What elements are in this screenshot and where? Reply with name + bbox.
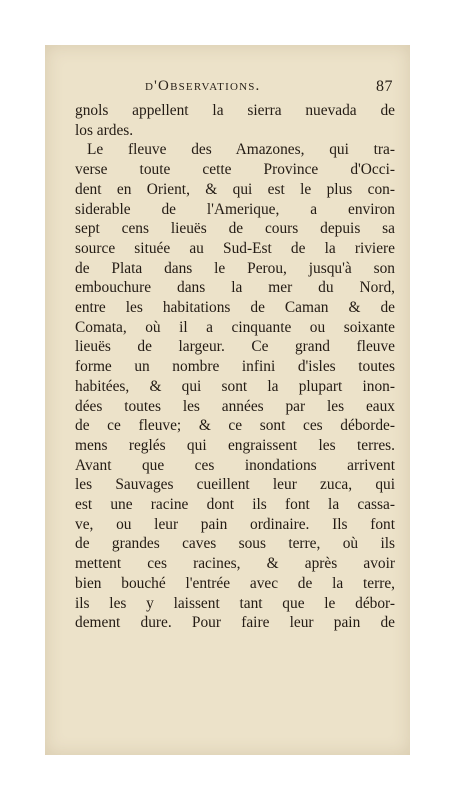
running-title: d'Observations. (145, 78, 261, 94)
text-line: dement dure. Pour faire leur pain de (75, 614, 395, 632)
text-line: forme un nombre infini d'isles toutes (75, 358, 395, 376)
text-line: mens reglés qui engraissent les terres. (75, 436, 395, 454)
text-line: dées toutes les années par les eaux (75, 397, 395, 415)
text-line: entre les habitations de Caman & de (75, 299, 395, 317)
text-line: Avant que ces inondations arrivent (75, 456, 395, 474)
text-line: sept cens lieuës de cours depuis sa (75, 220, 395, 238)
text-line: habitées, & qui sont la plupart inon- (75, 377, 395, 395)
text-line: de grandes caves sous terre, où ils (75, 535, 395, 553)
text-line: verse toute cette Province d'Occi- (75, 161, 395, 179)
text-line: de Plata dans le Perou, jusqu'à son (75, 259, 395, 277)
text-line: les Sauvages cueillent leur zuca, qui (75, 476, 395, 494)
text-line: embouchure dans la mer du Nord, (75, 279, 395, 297)
text-line: est une racine dont ils font la cassa- (75, 496, 395, 514)
text-line: de ce fleuve; & ce sont ces déborde- (75, 417, 395, 435)
text-line: bien bouché l'entrée avec de la terre, (75, 574, 395, 592)
book-page (45, 45, 410, 755)
text-line: ils les y laissent tant que le débor- (75, 594, 395, 612)
text-line: lieuës de largeur. Ce grand fleuve (75, 338, 395, 356)
text-line: dent en Orient, & qui est le plus con- (75, 180, 395, 198)
page-number: 87 (376, 78, 393, 95)
text-line: los ardes. (75, 121, 134, 139)
text-line: Comata, où il a cinquante ou soixante (75, 318, 395, 336)
text-line: Le fleuve des Amazones, qui tra- (87, 141, 395, 159)
text-line: ve, ou leur pain ordinaire. Ils font (75, 515, 395, 533)
body-text (75, 101, 395, 633)
text-line: source située au Sud-Est de la riviere (75, 239, 395, 257)
text-line: gnols appellent la sierra nuevada de (75, 102, 395, 119)
text-line: siderable de l'Amerique, a environ (75, 200, 395, 218)
text-line: mettent ces racines, & après avoir (75, 555, 395, 573)
